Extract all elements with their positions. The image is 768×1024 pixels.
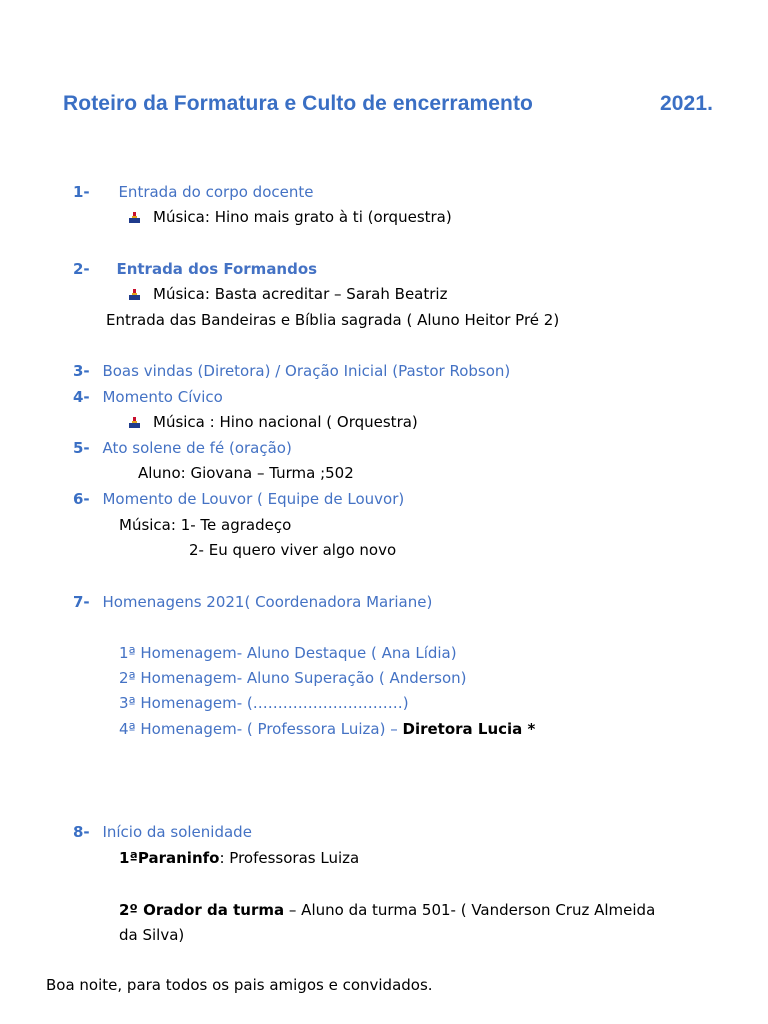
orador-value: – Aluno da turma 501- ( Vanderson Cruz Almeida: [284, 901, 656, 919]
homenagem-4-diretora: Diretora Lucia *: [402, 720, 536, 738]
item-label: Homenagens 2021( Coordenadora Mariane): [102, 593, 433, 611]
homenagem-1: 1ª Homenagem- Aluno Destaque ( Ana Lídia): [119, 644, 457, 662]
item-6-music-1: Música: 1- Te agradeço: [119, 516, 292, 534]
item-5-student: Aluno: Giovana – Turma ;502: [138, 464, 354, 482]
item-5: [73, 439, 292, 457]
item-2: [73, 260, 317, 278]
title-year: 2021.: [660, 92, 714, 115]
item-number: 3-: [73, 362, 90, 380]
item-label: Boas vindas (Diretora) / Oração Inicial (Pastor Robson): [102, 362, 511, 380]
orador-line: [119, 901, 655, 919]
item-label: Momento Cívico: [102, 388, 223, 406]
paraninfo-label: 1ªParaninfo: [119, 849, 220, 867]
item-label: Ato solene de fé (oração): [102, 439, 292, 457]
closing-text: Boa noite, para todos os pais amigos e convidados.: [46, 976, 433, 994]
homenagem-3: 3ª Homenagem- (…………………………): [119, 694, 409, 712]
item-label: Momento de Louvor ( Equipe de Louvor): [102, 490, 405, 508]
item-1: [73, 183, 313, 201]
item-label: Entrada do corpo docente: [118, 183, 314, 201]
homenagem-4: [119, 720, 535, 738]
bullet-icon: [128, 211, 142, 225]
title-text: Roteiro da Formatura e Culto de encerramento: [63, 92, 533, 115]
item-label: Entrada dos Formandos: [116, 260, 318, 278]
item-number: 4-: [73, 388, 90, 406]
item-1-music: Música: Hino mais grato à ti (orquestra): [153, 208, 452, 226]
homenagem-2: 2ª Homenagem- Aluno Superação ( Anderson): [119, 669, 467, 687]
item-number: 2-: [73, 260, 90, 278]
paraninfo-value: : Professoras Luiza: [219, 849, 360, 867]
item-6-music-2: 2- Eu quero viver algo novo: [189, 541, 397, 559]
item-2-flags: Entrada das Bandeiras e Bíblia sagrada ( Aluno Heitor Pré 2): [106, 311, 560, 329]
item-8: [73, 823, 252, 841]
item-number: 1-: [73, 183, 90, 201]
item-number: 6-: [73, 490, 90, 508]
item-number: 7-: [73, 593, 90, 611]
bullet-icon: [128, 416, 142, 430]
item-2-music: Música: Basta acreditar – Sarah Beatriz: [153, 285, 448, 303]
item-4: [73, 388, 223, 406]
document-title: [63, 91, 714, 116]
item-number: 8-: [73, 823, 90, 841]
orador-line-2: da Silva): [119, 926, 185, 944]
orador-label: 2º Orador da turma: [119, 901, 285, 919]
item-3: [73, 362, 510, 380]
item-label: Início da solenidade: [102, 823, 252, 841]
item-number: 5-: [73, 439, 90, 457]
bullet-icon: [128, 288, 142, 302]
homenagem-4-text: 4ª Homenagem- ( Professora Luiza) –: [119, 720, 398, 738]
paraninfo-line: [119, 849, 359, 867]
item-4-music: Música : Hino nacional ( Orquestra): [153, 413, 418, 431]
item-6: [73, 490, 404, 508]
item-7: [73, 593, 432, 611]
